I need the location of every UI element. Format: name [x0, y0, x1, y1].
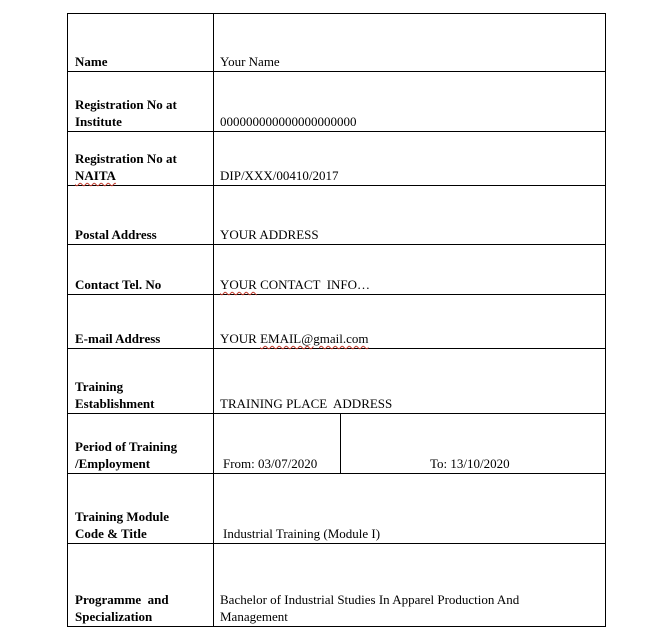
module-label: Training Module Code & Title [75, 509, 170, 541]
row-contact [68, 245, 605, 295]
row-email [68, 295, 605, 349]
label-cell [68, 414, 214, 473]
module-value: Industrial Training (Module I) [223, 526, 381, 541]
label-cell [68, 186, 214, 244]
name-label: Name [75, 54, 108, 69]
value-cell [214, 295, 605, 348]
postal-address-value: YOUR ADDRESS [220, 227, 319, 242]
value-cell [214, 14, 605, 71]
label-cell [68, 349, 214, 413]
value-cell [214, 414, 605, 473]
postal-address-label: Postal Address [75, 227, 157, 242]
training-form-table [67, 13, 606, 627]
row-module [68, 474, 605, 544]
row-name [68, 14, 605, 72]
label-cell [68, 72, 214, 131]
registration-institute-value: 000000000000000000000 [220, 114, 357, 129]
label-cell [68, 14, 214, 71]
period-to-value: To: 13/10/2020 [430, 456, 510, 471]
row-registration-institute [68, 72, 605, 132]
registration-naita-value: DIP/XXX/00410/2017 [220, 168, 339, 183]
row-postal-address [68, 186, 605, 245]
row-period [68, 414, 605, 474]
name-value: Your Name [220, 54, 280, 69]
email-label: E-mail Address [75, 331, 161, 346]
contact-label: Contact Tel. No [75, 277, 162, 292]
value-cell [214, 544, 605, 626]
row-registration-naita [68, 132, 605, 186]
email-value: YOUR EMAIL@gmail.com [220, 331, 369, 346]
period-divider [340, 414, 341, 473]
registration-naita-label: Registration No at NAITA [75, 151, 177, 183]
value-cell [214, 186, 605, 244]
label-cell [68, 245, 214, 294]
label-cell [68, 544, 214, 626]
training-establishment-label: Training Establishment [75, 379, 155, 411]
programme-label: Programme and Specialization [75, 592, 169, 624]
row-programme [68, 544, 605, 626]
label-cell [68, 295, 214, 348]
label-cell [68, 132, 214, 185]
value-cell [214, 245, 605, 294]
row-training-establishment [68, 349, 605, 414]
value-cell [214, 349, 605, 413]
value-cell [214, 474, 605, 543]
period-from-value: From: 03/07/2020 [223, 456, 318, 471]
value-cell [214, 72, 605, 131]
contact-value: YOUR CONTACT INFO… [220, 277, 371, 292]
period-label: Period of Training /Employment [75, 439, 178, 471]
value-cell [214, 132, 605, 185]
programme-value: Bachelor of Industrial Studies In Apparel Production And Management [220, 592, 520, 624]
label-cell [68, 474, 214, 543]
registration-institute-label: Registration No at Institute [75, 97, 177, 129]
training-establishment-value: TRAINING PLACE ADDRESS [220, 396, 393, 411]
